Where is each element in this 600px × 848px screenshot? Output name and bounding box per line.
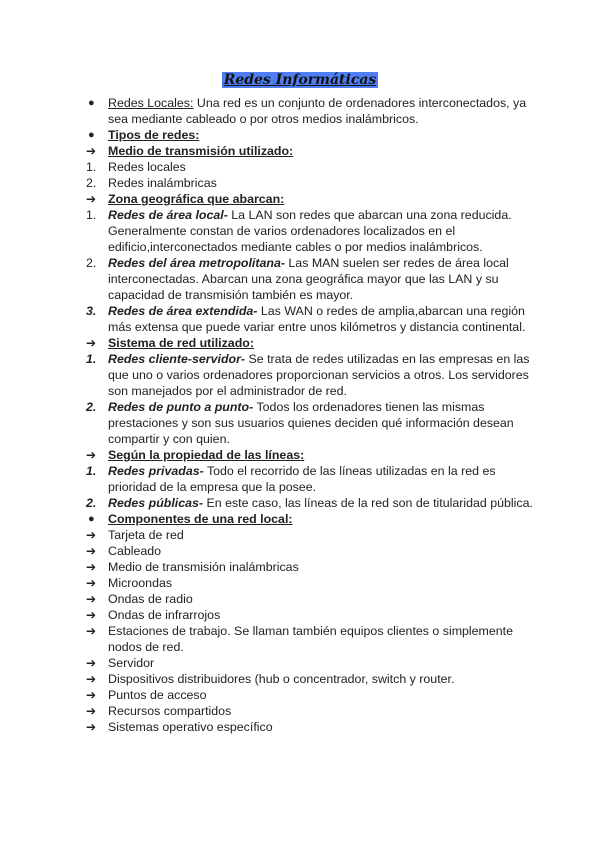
item-text: Redes locales: [108, 160, 186, 174]
arrow-icon: ➔: [86, 544, 97, 558]
component-item: [86, 719, 536, 735]
arrow-icon: ➔: [86, 144, 97, 158]
component-text: Recursos compartidos: [108, 704, 232, 718]
number-marker: 2.: [86, 256, 97, 270]
arrow-icon: ➔: [86, 560, 97, 574]
arrow-icon: ➔: [86, 336, 97, 350]
section-heading: Medio de transmisión utilizado:: [108, 144, 294, 158]
document-body: [86, 95, 536, 735]
arrow-icon: ➔: [86, 672, 97, 686]
list-item: [86, 143, 536, 159]
section-heading: Zona geográfica que abarcan:: [108, 192, 285, 206]
list-item: [86, 207, 536, 255]
list-item: [86, 495, 536, 511]
bullet-icon: ●: [88, 513, 95, 525]
bullet-icon: ●: [88, 97, 95, 109]
component-item: [86, 559, 536, 575]
component-item: [86, 575, 536, 591]
definition: Todo el recorrido de las líneas utilizadas en la red es prioridad de la empresa que la posee.: [108, 464, 496, 494]
arrow-icon: ➔: [86, 528, 97, 542]
component-text: Sistemas operativo específico: [108, 720, 273, 734]
list-item: [86, 191, 536, 207]
component-text: Microondas: [108, 576, 173, 590]
component-text: Medio de transmisión inalámbricas: [108, 560, 299, 574]
list-item: [86, 303, 536, 335]
bullet-icon: ●: [88, 129, 95, 141]
list-item: [86, 399, 536, 447]
number-marker: 2.: [86, 176, 97, 190]
arrow-icon: ➔: [86, 656, 97, 670]
component-text: Puntos de acceso: [108, 688, 207, 702]
number-marker: 1.: [86, 464, 97, 478]
component-text: Estaciones de trabajo. Se llaman también equipos clientes o simplemente nodos de red.: [108, 624, 513, 654]
list-item: [86, 351, 536, 399]
arrow-icon: ➔: [86, 192, 97, 206]
definition: Se trata de redes utilizadas en las empresas en las que uno o varios ordenadores proporcionan servicios a otros. Los servidores son manejados por el administrador de red.: [108, 352, 530, 398]
number-marker: 1.: [86, 208, 97, 222]
list-item: [86, 95, 536, 127]
definition: En este caso, las líneas de la red son de titularidad pública.: [203, 496, 533, 510]
term: Redes de área extendida-: [108, 304, 258, 318]
definition: La LAN son redes que abarcan una zona reducida. Generalmente constan de varios ordenadores localizados en el edificio,interconectados mediante cables o por medios inalámbricos.: [108, 208, 512, 254]
component-item: [86, 591, 536, 607]
item-text: Redes inalámbricas: [108, 176, 217, 190]
term: Redes públicas-: [108, 496, 204, 510]
list-item: [86, 255, 536, 303]
arrow-icon: ➔: [86, 592, 97, 606]
component-item: [86, 607, 536, 623]
component-text: Dispositivos distribuidores (hub o concentrador, switch y router.: [108, 672, 455, 686]
component-text: Ondas de infrarrojos: [108, 608, 221, 622]
definition: Las MAN suelen ser redes de área local interconectadas. Abarcan una zona geográfica mayor que las LAN y su capacidad de transmisión también es mayor.: [108, 256, 509, 302]
section-heading: Según la propiedad de las líneas:: [108, 448, 305, 462]
list-item: [86, 335, 536, 351]
page-title: Redes Informáticas: [223, 72, 377, 88]
definition: Todos los ordenadores tienen las mismas prestaciones y son sus usuarios quienes deciden qué información desean compartir y con quien.: [108, 400, 514, 446]
section-heading: Tipos de redes:: [108, 128, 200, 142]
number-marker: 2.: [86, 496, 97, 510]
list-item: [86, 127, 536, 143]
term: Redes del área metropolitana-: [108, 256, 285, 270]
arrow-icon: ➔: [86, 720, 97, 734]
list-item: [86, 511, 536, 527]
list-item: [86, 159, 536, 175]
component-item: [86, 671, 536, 687]
component-text: Cableado: [108, 544, 162, 558]
arrow-icon: ➔: [86, 576, 97, 590]
list-item: [86, 175, 536, 191]
definition: Una red es un conjunto de ordenadores interconectados, ya sea mediante cableado o por otros medios inalámbricos.: [108, 96, 527, 126]
section-heading: Sistema de red utilizado:: [108, 336, 254, 350]
arrow-icon: ➔: [86, 448, 97, 462]
term: Redes cliente-servidor-: [108, 352, 246, 366]
number-marker: 1.: [86, 352, 97, 366]
term: Redes de punto a punto-: [108, 400, 254, 414]
component-text: Ondas de radio: [108, 592, 193, 606]
component-item: [86, 623, 536, 655]
section-heading: Componentes de una red local:: [108, 512, 293, 526]
component-item: [86, 703, 536, 719]
term: Redes privadas-: [108, 464, 204, 478]
component-item: [86, 655, 536, 671]
number-marker: 2.: [86, 400, 97, 414]
arrow-icon: ➔: [86, 704, 97, 718]
arrow-icon: ➔: [86, 608, 97, 622]
component-text: Servidor: [108, 656, 155, 670]
term: Redes de área local-: [108, 208, 228, 222]
list-item: [86, 447, 536, 463]
arrow-icon: ➔: [86, 688, 97, 702]
component-item: [86, 687, 536, 703]
definition: Las WAN o redes de amplia,abarcan una región más extensa que puede variar entre unos kilómetros y distancia continental.: [108, 304, 526, 334]
component-text: Tarjeta de red: [108, 528, 184, 542]
number-marker: 3.: [86, 304, 97, 318]
component-item: [86, 527, 536, 543]
component-item: [86, 543, 536, 559]
arrow-icon: ➔: [86, 624, 97, 638]
number-marker: 1.: [86, 160, 97, 174]
title-block: [0, 72, 600, 88]
list-item: [86, 463, 536, 495]
term: Redes Locales:: [108, 96, 194, 110]
